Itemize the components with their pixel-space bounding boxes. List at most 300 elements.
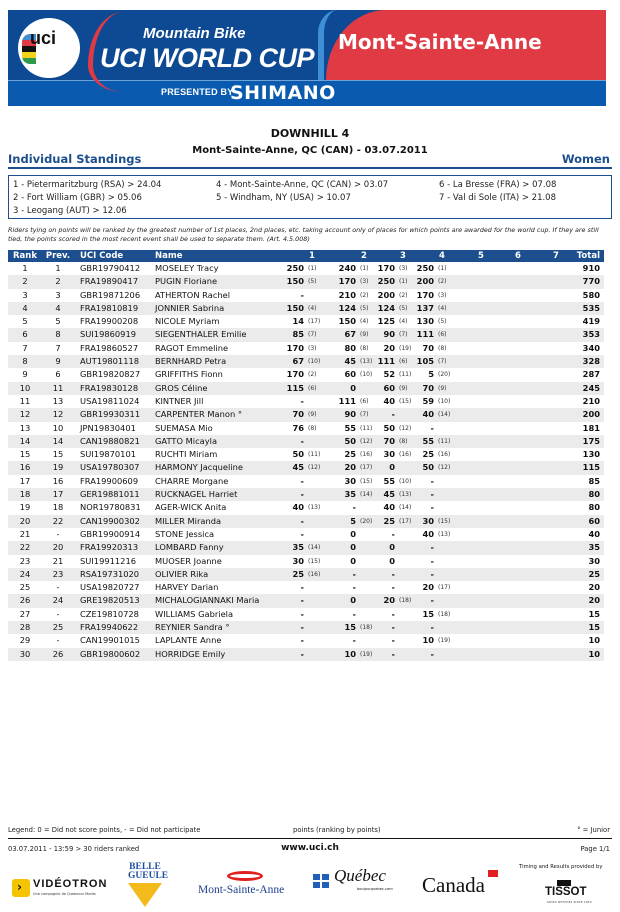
- round-4-position: (1): [438, 265, 447, 272]
- round-4-points: 55: [422, 435, 434, 446]
- rank-cell: 3: [22, 289, 28, 300]
- round-2-points: -: [352, 568, 356, 579]
- table-row: [8, 355, 604, 368]
- rank-cell: 26: [19, 595, 31, 606]
- total-points-cell: 30: [588, 555, 600, 566]
- total-points-cell: 353: [582, 329, 600, 340]
- uci-code-cell: AUT19801118: [80, 356, 140, 367]
- table-row: [8, 342, 604, 355]
- column-header-prev: Prev.: [45, 251, 71, 261]
- uci-code-cell: GRE19820513: [80, 595, 140, 606]
- round-1-position: (9): [308, 411, 317, 419]
- round-3-position: (10): [399, 477, 412, 485]
- round-1-position: (12): [308, 464, 321, 472]
- rider-name-cell: GATTO Micayla: [155, 435, 218, 446]
- rider-name-cell: BERNHARD Petra: [155, 356, 227, 367]
- prev-rank-cell: 6: [55, 369, 61, 380]
- round-3-position: (6): [399, 358, 408, 366]
- rank-cell: 12: [19, 409, 31, 420]
- round-1-points: -: [300, 582, 304, 593]
- quebec-url: bonjourquebec.com: [357, 887, 393, 891]
- round-4-position: (8): [438, 344, 447, 352]
- rider-name-cell: KINTNER Jill: [155, 395, 204, 406]
- round-4-position: (13): [438, 530, 451, 538]
- column-header-round-4: 4: [439, 251, 445, 261]
- total-points-cell: 580: [582, 289, 600, 300]
- rank-cell: 28: [19, 622, 31, 633]
- rank-cell: 25: [19, 582, 31, 593]
- rank-cell: 14: [19, 435, 31, 446]
- uci-code-cell: FRA19860527: [80, 342, 139, 353]
- round-1-points: 150: [286, 276, 304, 287]
- round-3-position: (15): [399, 397, 412, 405]
- rider-name-cell: STONE Jessica: [155, 528, 215, 539]
- round-3-points: 25: [383, 515, 395, 526]
- round-4-points: 15: [422, 608, 434, 619]
- rider-name-cell: REYNIER Sandra °: [155, 622, 230, 633]
- total-points-cell: 770: [582, 276, 600, 287]
- round-2-points: 111: [338, 395, 356, 406]
- round-1-points: -: [300, 595, 304, 606]
- round-4-position: (2): [438, 278, 447, 286]
- rider-name-cell: MILLER Miranda: [155, 515, 222, 526]
- round-1-position: (17): [308, 318, 321, 326]
- table-row: [8, 581, 604, 594]
- round-4-position: (16): [438, 451, 451, 459]
- column-header-uci-code: UCI Code: [80, 251, 124, 261]
- rider-name-cell: MICHALOGIANNAKI Maria: [155, 595, 260, 606]
- videotron-tagline: Une compagnie de Quebecor Media: [33, 892, 96, 896]
- round-4-position: (17): [438, 584, 451, 592]
- rank-cell: 16: [19, 462, 31, 473]
- round-2-position: (9): [360, 331, 369, 339]
- total-points-cell: 20: [588, 582, 600, 593]
- prev-rank-cell: 22: [52, 515, 64, 526]
- rider-name-cell: GRIFFITHS Fionn: [155, 369, 223, 380]
- round-2-points: -: [352, 608, 356, 619]
- table-row: [8, 328, 604, 341]
- round-2-position: (19): [360, 650, 373, 658]
- uci-code-cell: SUI19911216: [80, 555, 137, 566]
- uci-code-cell: FRA19810819: [80, 302, 139, 313]
- total-points-cell: 10: [588, 648, 600, 659]
- round-2-points: -: [352, 582, 356, 593]
- uci-code-cell: USA19780307: [80, 462, 140, 473]
- round-1-points: -: [300, 622, 304, 633]
- quebec-logo: Québec: [334, 866, 386, 885]
- rank-cell: 5: [22, 316, 28, 327]
- rank-cell: 10: [19, 382, 31, 393]
- round-2-points: 0: [350, 528, 356, 539]
- round-4-points: 40: [422, 409, 434, 420]
- round-4-points: -: [430, 555, 434, 566]
- rider-name-cell: GROS Céline: [155, 382, 208, 393]
- round-3-position: (18): [399, 597, 412, 605]
- round-1-points: 70: [292, 409, 304, 420]
- prev-rank-cell: 25: [52, 622, 64, 633]
- round-2-position: (4): [360, 318, 369, 326]
- round-4-points: -: [430, 475, 434, 486]
- round-4-points: -: [430, 542, 434, 553]
- rank-cell: 13: [19, 422, 31, 433]
- round-1-points: 35: [292, 542, 304, 553]
- round-1-points: 67: [292, 356, 304, 367]
- round-2-points: 50: [344, 435, 356, 446]
- footer-timestamp: 03.07.2011 - 13:59 > 30 riders ranked: [8, 845, 140, 853]
- round-2-points: 60: [344, 369, 356, 380]
- total-points-cell: 130: [582, 449, 600, 460]
- round-2-position: (2): [360, 291, 369, 299]
- round-1-points: 14: [292, 316, 304, 327]
- round-4-position: (18): [438, 610, 451, 618]
- uci-code-cell: CZE19810728: [80, 608, 139, 619]
- prev-rank-cell: 19: [52, 462, 64, 473]
- prev-rank-cell: 2: [55, 276, 61, 287]
- total-points-cell: 35: [588, 542, 600, 553]
- total-points-cell: 210: [582, 395, 600, 406]
- round-2-position: (11): [360, 424, 373, 432]
- round-3-position: (1): [399, 278, 408, 286]
- round-3-points: 30: [383, 449, 395, 460]
- mont-sainte-anne-swoosh-icon: [227, 871, 263, 881]
- round-2-points: 20: [344, 462, 356, 473]
- total-points-cell: 340: [582, 342, 600, 353]
- round-2-points: 15: [344, 622, 356, 633]
- legend-junior-note: ° = Junior: [577, 826, 610, 834]
- round-3-points: -: [391, 635, 395, 646]
- round-3-points: -: [391, 582, 395, 593]
- round-3-position: (17): [399, 517, 412, 525]
- uci-code-cell: FRA19940622: [80, 622, 139, 633]
- round-2-points: 170: [338, 276, 356, 287]
- round-4-points: -: [430, 489, 434, 500]
- round-3-points: 200: [377, 289, 395, 300]
- prev-rank-cell: 11: [52, 382, 64, 393]
- prev-rank-cell: 21: [52, 555, 64, 566]
- rank-cell: 4: [22, 302, 28, 313]
- round-3-points: 90: [383, 329, 395, 340]
- total-points-cell: 80: [588, 502, 600, 513]
- tissot-logo: TISSOT: [545, 886, 587, 898]
- uci-code-cell: SUI19860919: [80, 329, 137, 340]
- total-points-cell: 25: [588, 568, 600, 579]
- table-row: [8, 594, 604, 607]
- round-1-points: 76: [292, 422, 304, 433]
- total-points-cell: 15: [588, 608, 600, 619]
- prev-rank-cell: 8: [55, 329, 61, 340]
- table-row: [8, 568, 604, 581]
- round-4-position: (15): [438, 517, 451, 525]
- table-row: [8, 262, 604, 275]
- round-4-points: 200: [416, 276, 434, 287]
- round-4-position: (4): [438, 304, 447, 312]
- round-3-position: (7): [399, 331, 408, 339]
- canada-flag-icon: [488, 870, 498, 877]
- round-3-position: (14): [399, 504, 412, 512]
- round-1-points: 115: [286, 382, 304, 393]
- round-2-position: (13): [360, 358, 373, 366]
- total-points-cell: 910: [582, 263, 600, 273]
- uci-code-cell: GBR19930311: [80, 409, 141, 420]
- round-3-position: (16): [399, 451, 412, 459]
- rider-name-cell: LOMBARD Fanny: [155, 542, 224, 553]
- round-2-points: 0: [350, 382, 356, 393]
- round-4-points: -: [430, 502, 434, 513]
- table-row: [8, 302, 604, 315]
- rider-name-cell: SUEMASA Mio: [155, 422, 213, 433]
- column-header-round-6: 6: [515, 251, 521, 261]
- uci-code-cell: GBR19820827: [80, 369, 141, 380]
- round-1-position: (7): [308, 331, 317, 339]
- round-2-points: 0: [350, 542, 356, 553]
- event-item: 2 - Fort William (GBR) > 05.06: [13, 193, 142, 203]
- rank-cell: 19: [19, 502, 31, 513]
- rank-cell: 24: [19, 568, 31, 579]
- rank-cell: 1: [22, 263, 28, 273]
- round-4-position: (5): [438, 318, 447, 326]
- table-row: [8, 648, 604, 661]
- round-3-position: (3): [399, 265, 408, 272]
- table-row: [8, 408, 604, 421]
- round-4-position: (10): [438, 397, 451, 405]
- prev-rank-cell: 23: [52, 568, 64, 579]
- legend-text: Legend: 0 = Did not score points, - = Did not participate: [8, 826, 201, 834]
- round-2-position: (12): [360, 437, 373, 445]
- round-3-points: -: [391, 648, 395, 659]
- shimano-logo: SHIMANO: [230, 82, 336, 104]
- round-4-points: -: [430, 568, 434, 579]
- rider-name-cell: MOSELEY Tracy: [155, 263, 219, 273]
- round-2-position: (18): [360, 624, 373, 632]
- round-3-position: (5): [399, 304, 408, 312]
- round-3-points: 125: [377, 316, 395, 327]
- round-3-points: -: [391, 409, 395, 420]
- uci-code-cell: CAN19880821: [80, 435, 140, 446]
- round-4-position: (12): [438, 464, 451, 472]
- round-1-points: -: [300, 435, 304, 446]
- table-row: [8, 422, 604, 435]
- round-4-points: 5: [428, 369, 434, 380]
- column-header-round-2: 2: [361, 251, 367, 261]
- round-3-position: (4): [399, 318, 408, 326]
- round-1-points: -: [300, 648, 304, 659]
- table-row: [8, 368, 604, 381]
- mont-sainte-anne-logo: Mont-Sainte-Anne: [198, 884, 285, 896]
- uci-code-cell: RSA19731020: [80, 568, 140, 579]
- round-2-points: 124: [338, 302, 356, 313]
- rider-name-cell: HARMONY Jacqueline: [155, 462, 243, 473]
- prev-rank-cell: -: [56, 528, 60, 539]
- rank-cell: 23: [19, 555, 31, 566]
- uci-code-cell: CAN19901015: [80, 635, 140, 646]
- rider-name-cell: CARPENTER Manon °: [155, 409, 243, 420]
- round-2-points: 150: [338, 316, 356, 327]
- round-2-points: 45: [344, 356, 356, 367]
- rank-cell: 17: [19, 475, 31, 486]
- table-row: [8, 541, 604, 554]
- uci-code-cell: FRA19900208: [80, 316, 139, 327]
- table-row: [8, 395, 604, 408]
- round-3-position: (19): [399, 344, 412, 352]
- uci-code-cell: GBR19871206: [80, 289, 141, 300]
- table-row: [8, 488, 604, 501]
- total-points-cell: 80: [588, 489, 600, 500]
- footer-divider: [8, 838, 612, 839]
- rider-name-cell: RAGOT Emmeline: [155, 342, 229, 353]
- uci-code-cell: CAN19900302: [80, 515, 140, 526]
- round-3-points: 60: [383, 382, 395, 393]
- round-2-points: 35: [344, 489, 356, 500]
- uci-code-cell: NOR19780831: [80, 502, 141, 513]
- table-header: [8, 250, 604, 262]
- total-points-cell: 419: [582, 316, 600, 327]
- round-3-position: (11): [399, 371, 412, 379]
- rider-name-cell: HORRIDGE Emily: [155, 648, 226, 659]
- round-3-points: 52: [383, 369, 395, 380]
- round-4-points: 70: [422, 382, 434, 393]
- rider-name-cell: ATHERTON Rachel: [155, 289, 231, 300]
- table-row: [8, 289, 604, 302]
- round-2-points: 25: [344, 449, 356, 460]
- round-1-points: 25: [292, 568, 304, 579]
- round-3-points: 20: [383, 595, 395, 606]
- rank-cell: 9: [22, 369, 28, 380]
- round-1-points: -: [300, 515, 304, 526]
- total-points-cell: 328: [582, 356, 600, 367]
- prev-rank-cell: 24: [52, 595, 64, 606]
- total-points-cell: 15: [588, 622, 600, 633]
- event-item: 7 - Val di Sole (ITA) > 21.08: [439, 193, 556, 203]
- round-3-points: -: [391, 608, 395, 619]
- rider-name-cell: OLIVIER Rika: [155, 568, 209, 579]
- rank-cell: 27: [19, 608, 31, 619]
- round-1-points: 85: [292, 329, 304, 340]
- timing-label: Timing and Results provided by: [519, 864, 603, 870]
- round-1-points: 30: [292, 555, 304, 566]
- round-1-position: (13): [308, 504, 321, 512]
- rank-cell: 11: [19, 395, 31, 406]
- prev-rank-cell: -: [56, 635, 60, 646]
- table-row: [8, 621, 604, 634]
- rank-cell: 18: [19, 489, 31, 500]
- rank-cell: 22: [19, 542, 31, 553]
- table-row: [8, 515, 604, 528]
- round-3-points: 40: [383, 502, 395, 513]
- round-2-position: (5): [360, 304, 369, 312]
- event-title: DOWNHILL 4: [270, 127, 350, 140]
- rider-name-cell: SIEGENTHALER Emilie: [155, 329, 247, 340]
- round-3-points: -: [391, 568, 395, 579]
- prev-rank-cell: 17: [52, 489, 64, 500]
- round-3-points: 0: [389, 542, 395, 553]
- round-2-position: (16): [360, 451, 373, 459]
- round-4-position: (3): [438, 291, 447, 299]
- quebec-flag-cross: [320, 874, 322, 888]
- round-4-points: 20: [422, 582, 434, 593]
- total-points-cell: 200: [582, 409, 600, 420]
- column-header-name: Name: [155, 251, 183, 261]
- round-2-position: (15): [360, 477, 373, 485]
- prev-rank-cell: 13: [52, 395, 64, 406]
- videotron-logo: VIDÉOTRON: [33, 878, 108, 890]
- round-4-position: (14): [438, 411, 451, 419]
- standings-table: [8, 250, 604, 661]
- uci-code-cell: USA19811024: [80, 395, 140, 406]
- rider-name-cell: RUCHTI Miriam: [155, 449, 218, 460]
- rider-name-cell: CHARRE Morgane: [155, 475, 229, 486]
- round-2-position: (6): [360, 397, 369, 405]
- round-3-points: 111: [377, 356, 395, 367]
- round-2-points: -: [352, 502, 356, 513]
- prev-rank-cell: 15: [52, 449, 64, 460]
- total-points-cell: 175: [582, 435, 600, 446]
- rank-cell: 20: [19, 515, 31, 526]
- rank-cell: 8: [22, 356, 28, 367]
- round-3-points: 170: [377, 263, 395, 273]
- round-1-position: (10): [308, 358, 321, 366]
- round-1-position: (3): [308, 344, 317, 352]
- round-1-position: (5): [308, 278, 317, 286]
- uci-code-cell: FRA19890417: [80, 276, 139, 287]
- table-row: [8, 448, 604, 461]
- table-row: [8, 435, 604, 448]
- round-1-position: (4): [308, 304, 317, 312]
- round-1-position: (16): [308, 570, 321, 578]
- round-4-position: (6): [438, 331, 447, 339]
- round-1-points: 45: [292, 462, 304, 473]
- section-title: Individual Standings: [8, 152, 142, 166]
- table-row: [8, 315, 604, 328]
- round-3-position: (8): [399, 437, 408, 445]
- round-2-points: 55: [344, 422, 356, 433]
- rank-cell: 30: [19, 648, 31, 659]
- round-4-points: 170: [416, 289, 434, 300]
- event-calendar-box: [8, 175, 612, 219]
- prev-rank-cell: 7: [55, 342, 61, 353]
- total-points-cell: 20: [588, 595, 600, 606]
- round-1-position: (2): [308, 371, 317, 379]
- round-3-points: -: [391, 622, 395, 633]
- round-3-points: 50: [383, 422, 395, 433]
- prev-rank-cell: 4: [55, 302, 61, 313]
- total-points-cell: 85: [588, 475, 600, 486]
- prev-rank-cell: 9: [55, 356, 61, 367]
- round-2-position: (17): [360, 464, 373, 472]
- uci-code-cell: JPN19830401: [80, 422, 136, 433]
- round-3-points: 0: [389, 555, 395, 566]
- round-3-points: 0: [389, 462, 395, 473]
- uci-logo-text: uci: [30, 28, 57, 48]
- event-item: 5 - Windham, NY (USA) > 10.07: [216, 193, 351, 203]
- uci-code-cell: FRA19830128: [80, 382, 139, 393]
- round-4-points: 137: [416, 302, 434, 313]
- uci-code-cell: GBR19800602: [80, 648, 141, 659]
- total-points-cell: 181: [582, 422, 600, 433]
- footer-url-link[interactable]: www.uci.ch: [281, 843, 339, 853]
- column-header-round-5: 5: [478, 251, 484, 261]
- round-1-position: (14): [308, 544, 321, 552]
- round-2-points: 10: [344, 648, 356, 659]
- prev-rank-cell: 5: [55, 316, 61, 327]
- round-4-points: 59: [422, 395, 434, 406]
- round-3-points: 20: [383, 342, 395, 353]
- round-2-points: 210: [338, 289, 356, 300]
- table-row: [8, 461, 604, 474]
- round-1-points: 150: [286, 302, 304, 313]
- table-row: [8, 528, 604, 541]
- rider-name-cell: MUOSER Joanne: [155, 555, 222, 566]
- round-2-position: (1): [360, 265, 369, 272]
